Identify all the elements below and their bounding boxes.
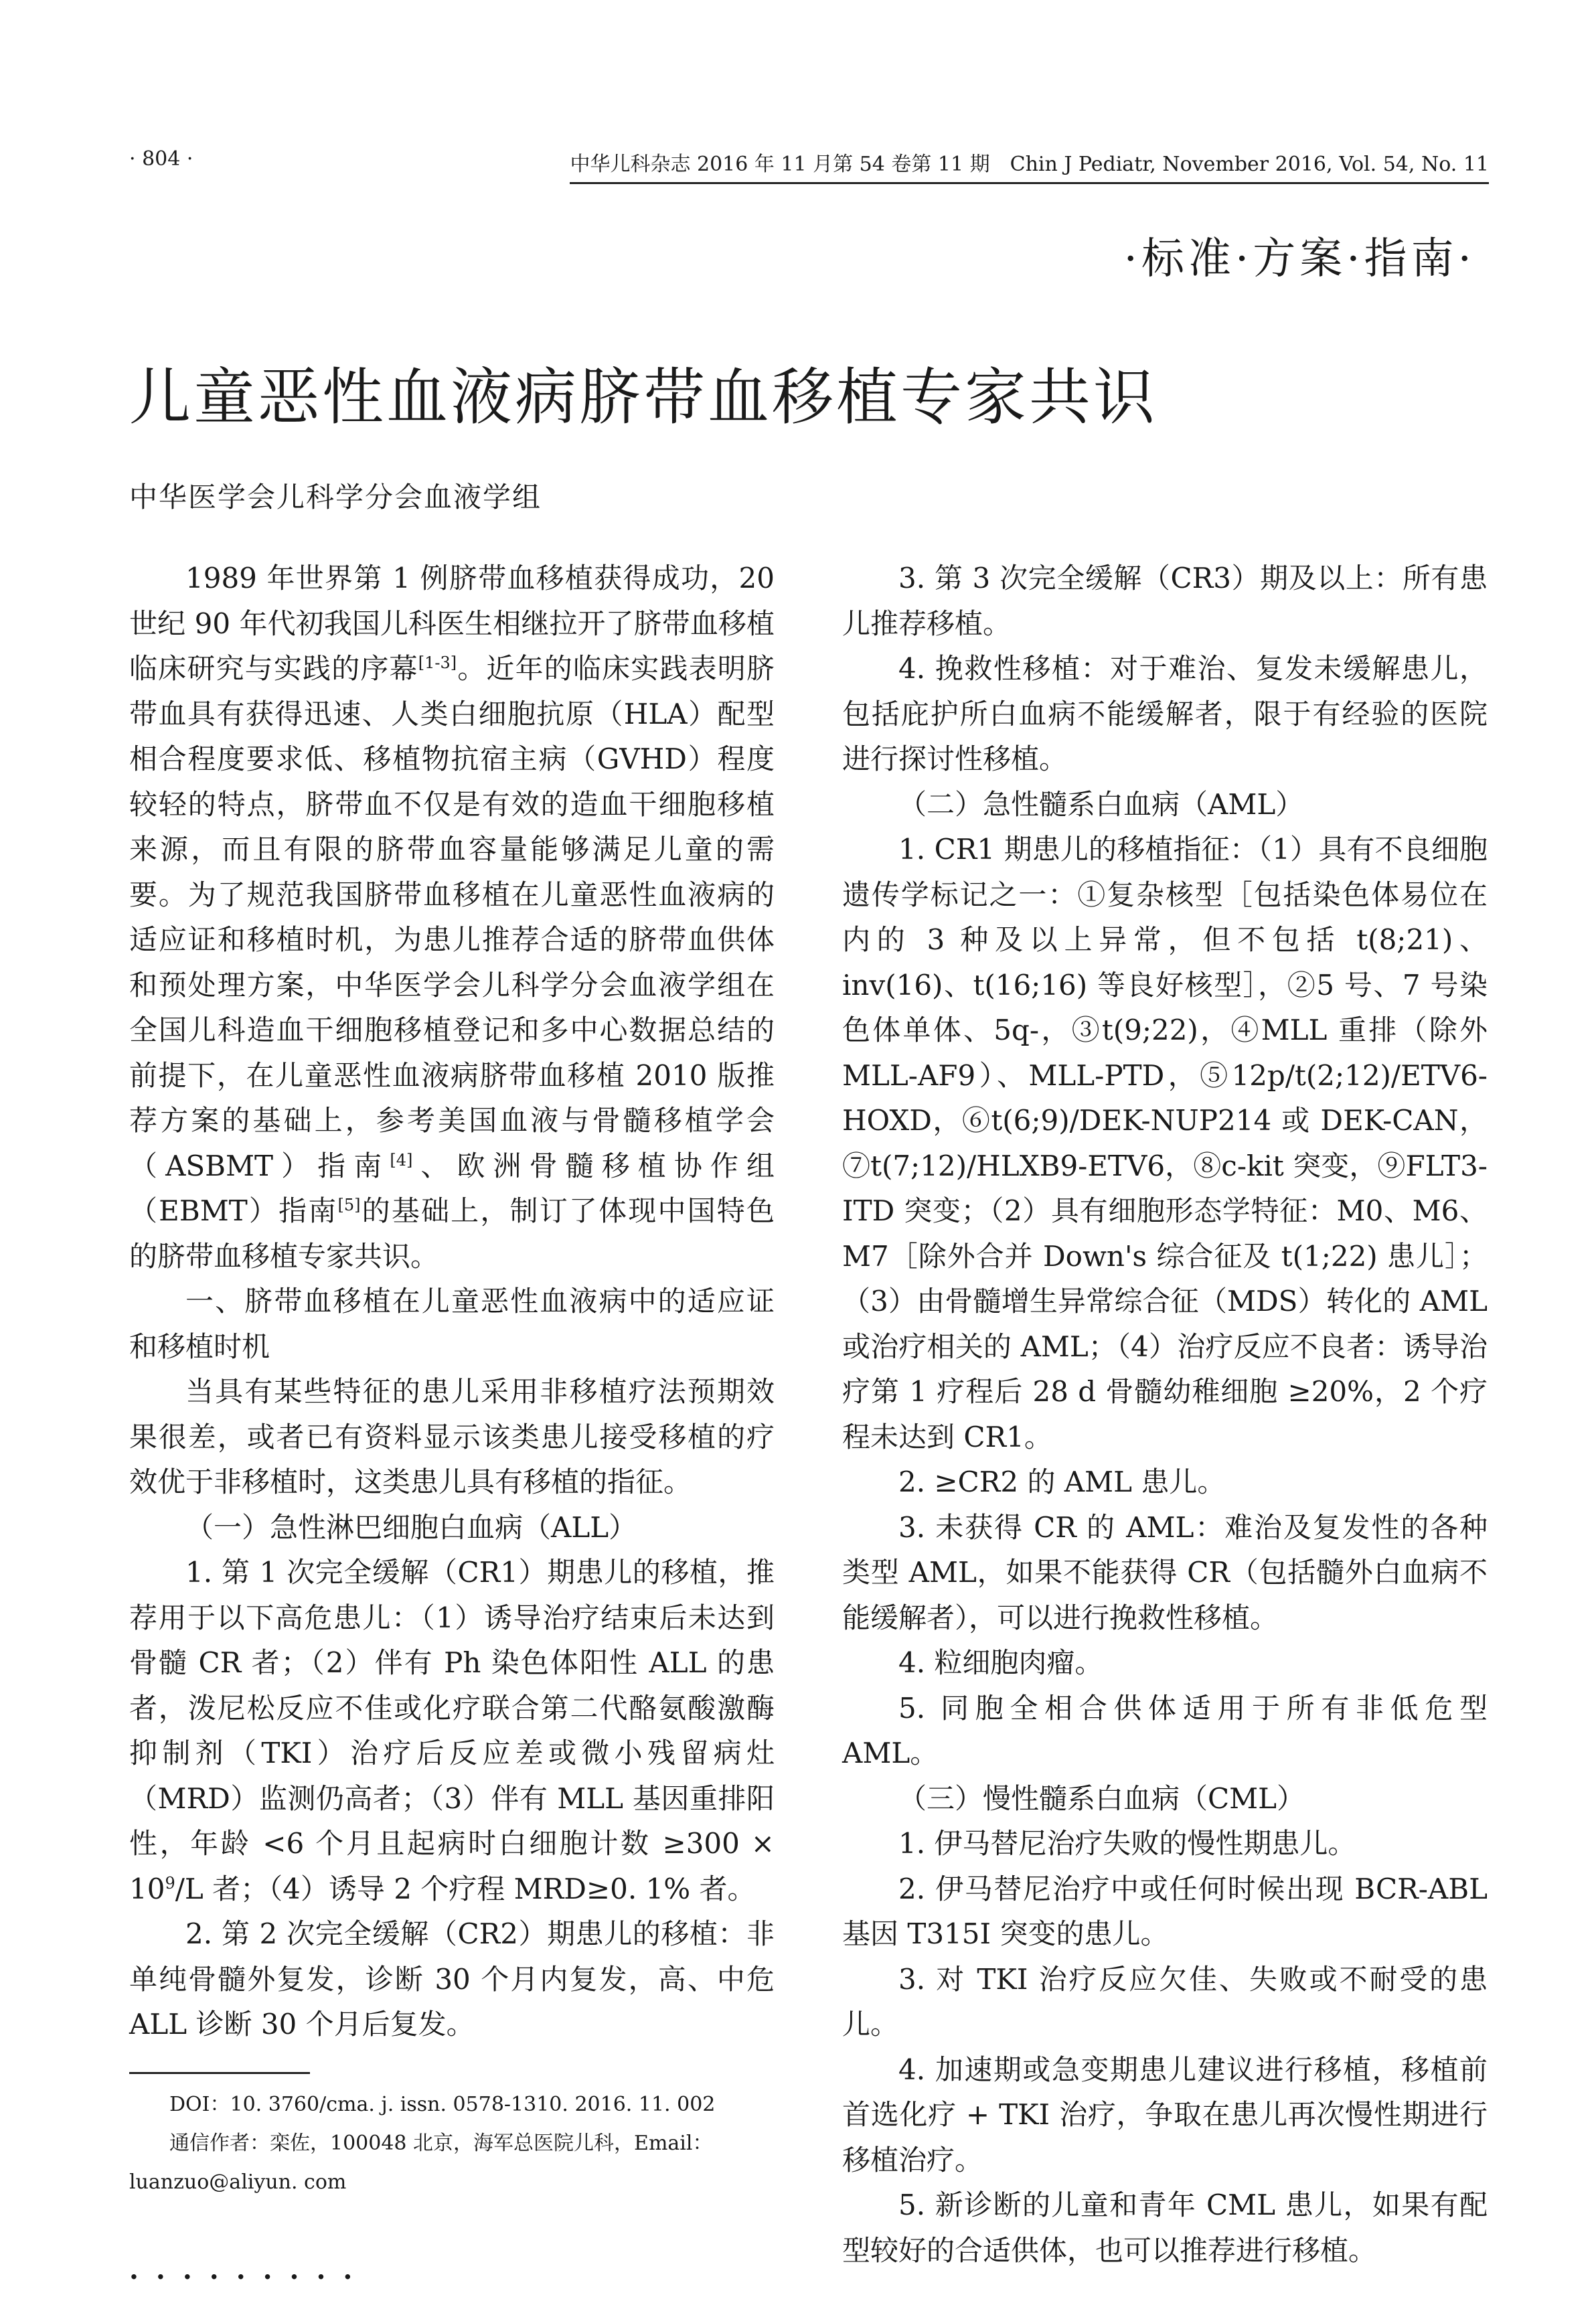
intro-text-1: 1989 年世界第 1 例脐带血移植获得成功，20 世纪 90 年代初我国儿科医生相继拉开了脐带血移植临床研究与实践的序幕 — [129, 562, 775, 685]
footnotes — [129, 2085, 775, 2202]
body-paragraph: 5. 同胞全相合供体适用于所有非低危型 AML。 — [842, 1691, 1488, 1769]
body-paragraph: 1. 伊马替尼治疗失败的慢性期患儿。 — [898, 1827, 1356, 1860]
superscript: 9 — [165, 1873, 175, 1893]
doi-footnote: DOI：10. 3760/cma. j. issn. 0578-1310. 2016. 11. 002 — [169, 2093, 716, 2116]
body-paragraph — [129, 1550, 775, 1911]
body-paragraph: 2. ≥CR2 的 AML 患儿。 — [898, 1465, 1226, 1498]
body-paragraph: 3. 第 3 次完全缓解（CR3）期及以上：所有患儿推荐移植。 — [842, 562, 1488, 640]
body-paragraph: 5. 新诊断的儿童和青年 CML 患儿，如果有配型较好的合适供体，也可以推荐进行移植。 — [842, 2189, 1488, 2267]
left-column — [129, 556, 775, 2047]
intro-text-4: 的基础上，制订了体现中国特色的脐带血移植专家共识。 — [129, 1194, 775, 1273]
article-title: 儿童恶性血液病脐带血移植专家共识 — [129, 362, 1158, 433]
body-paragraph: 3. 对 TKI 治疗反应欠佳、失败或不耐受的患儿。 — [842, 1962, 1488, 2041]
right-column — [842, 556, 1488, 2273]
subsection-heading: （三）慢性髓系白血病（CML） — [898, 1781, 1305, 1815]
article-author: 中华医学会儿科学分会血液学组 — [129, 481, 542, 513]
correspondence-footnote: 通信作者：栾佐，100048 北京，海军总医院儿科，Email：luanzuo@aliyun. com — [129, 2132, 713, 2194]
subsection-heading: （一）急性淋巴细胞白血病（ALL） — [185, 1510, 637, 1544]
section-heading: 一、脐带血移植在儿童恶性血液病中的适应证和移植时机 — [129, 1285, 775, 1363]
citation-ref: [1-3] — [418, 653, 457, 672]
bottom-dots: ········· — [129, 2261, 370, 2293]
body-paragraph: 当具有某些特征的患儿采用非移植疗法预期效果很差，或者已有资料显示该类患儿接受移植的疗效优于非移植时，这类患儿具有移植的指征。 — [129, 1375, 775, 1498]
section-tag: ·标准·方案·指南· — [1123, 234, 1475, 284]
body-paragraph: 3. 未获得 CR 的 AML：难治及复发性的各种类型 AML，如果不能获得 CR（包括髓外白血病不能缓解者），可以进行挽救性移植。 — [842, 1510, 1488, 1634]
citation-ref: [5] — [337, 1196, 361, 1214]
body-paragraph: 2. 伊马替尼治疗中或任何时候出现 BCR-ABL 基因 T315I 突变的患儿。 — [842, 1872, 1488, 1950]
citation-ref: [4] — [390, 1150, 413, 1170]
body-text: /L 者；（4）诱导 2 个疗程 MRD≥0. 1% 者。 — [175, 1872, 756, 1905]
footnote-divider — [129, 2072, 310, 2074]
running-head: 中华儿科杂志 2016 年 11 月第 54 卷第 11 期 Chin J Pediatr, November 2016, Vol. 54, No. 11 — [570, 147, 1489, 184]
intro-text-2: 。近年的临床实践表明脐带血具有获得迅速、人类白细胞抗原（HLA）配型相合程度要求低、移植物抗宿主病（GVHD）程度较轻的特点，脐带血不仅是有效的造血干细胞移植来源，而且有限的脐带血容量能够满足儿童的需要。为了规范我国脐带血移植在儿童恶性血液病的适应证和移植时机，为患儿推荐合适的脐带血供体和预处理方案，中华医学会儿科学分会血液学组在全国儿科造血干细胞移植登记和多中心数据总结的前提下，在儿童恶性血液病脐带血移植 2010 版推荐方案的基础上，参考美国血液与骨髓移植学会（ASBMT）指南 — [129, 652, 775, 1182]
body-paragraph: 4. 挽救性移植：对于难治、复发未缓解患儿，包括庇护所白血病不能缓解者，限于有经验的医院进行探讨性移植。 — [842, 652, 1488, 775]
page-number: · 804 · — [129, 147, 193, 171]
body-paragraph: 1. CR1 期患儿的移植指征：（1）具有不良细胞遗传学标记之一：①复杂核型［包括染色体易位在内的 3 种及以上异常，但不包括 t(8;21)、inv(16)、t(16;16) 等良好核型］，②5 号、7 号染色体单体、5q-，③t(9;22)，④MLL 重排（除外 MLL-AF9）、MLL-PTD，⑤12p/t(2;12)/ETV6-HOXD，⑥t(6;9)/DEK-NUP214 或 DEK-CAN，⑦t(7;12)/HLXB9-ETV6，⑧c-kit 突变，⑨FLT3-ITD 突变；（2）具有细胞形态学特征：M0、M6、M7［除外合并 Down's 综合征及 t(1;22) 患儿］；（3）由骨髓增生异常综合征（MDS）转化的 AML 或治疗相关的 AML；（4）治疗反应不良者：诱导治疗第 1 疗程后 28 d 骨髓幼稚细胞 ≥20%，2 个疗程未达到 CR1。 — [842, 833, 1488, 1453]
body-paragraph: 2. 第 2 次完全缓解（CR2）期患儿的移植：非单纯骨髓外复发，诊断 30 个月内复发，高、中危 ALL 诊断 30 个月后复发。 — [129, 1917, 775, 2041]
body-text: 1. 第 1 次完全缓解（CR1）期患儿的移植，推荐用于以下高危患儿：（1）诱导治疗结束后未达到骨髓 CR 者；（2）伴有 Ph 染色体阳性 ALL 的患者，泼尼松反应不佳或化疗联合第二代酪氨酸激酶抑制剂（TKI）治疗后反应差或微小残留病灶（MRD）监测仍高者；（3）伴有 MLL 基因重排阳性，年龄 <6 个月且起病时白细胞计数 ≥300 × 10 — [129, 1556, 775, 1905]
body-paragraph: 4. 粒细胞肉瘤。 — [898, 1646, 1103, 1679]
intro-text-3: 、欧洲骨髓移植协作组（EBMT）指南 — [129, 1149, 775, 1227]
subsection-heading: （二）急性髓系白血病（AML） — [898, 787, 1304, 821]
body-paragraph: 4. 加速期或急变期患儿建议进行移植，移植前首选化疗 + TKI 治疗，争取在患儿再次慢性期进行移植治疗。 — [842, 2053, 1488, 2176]
intro-paragraph — [129, 556, 775, 1279]
